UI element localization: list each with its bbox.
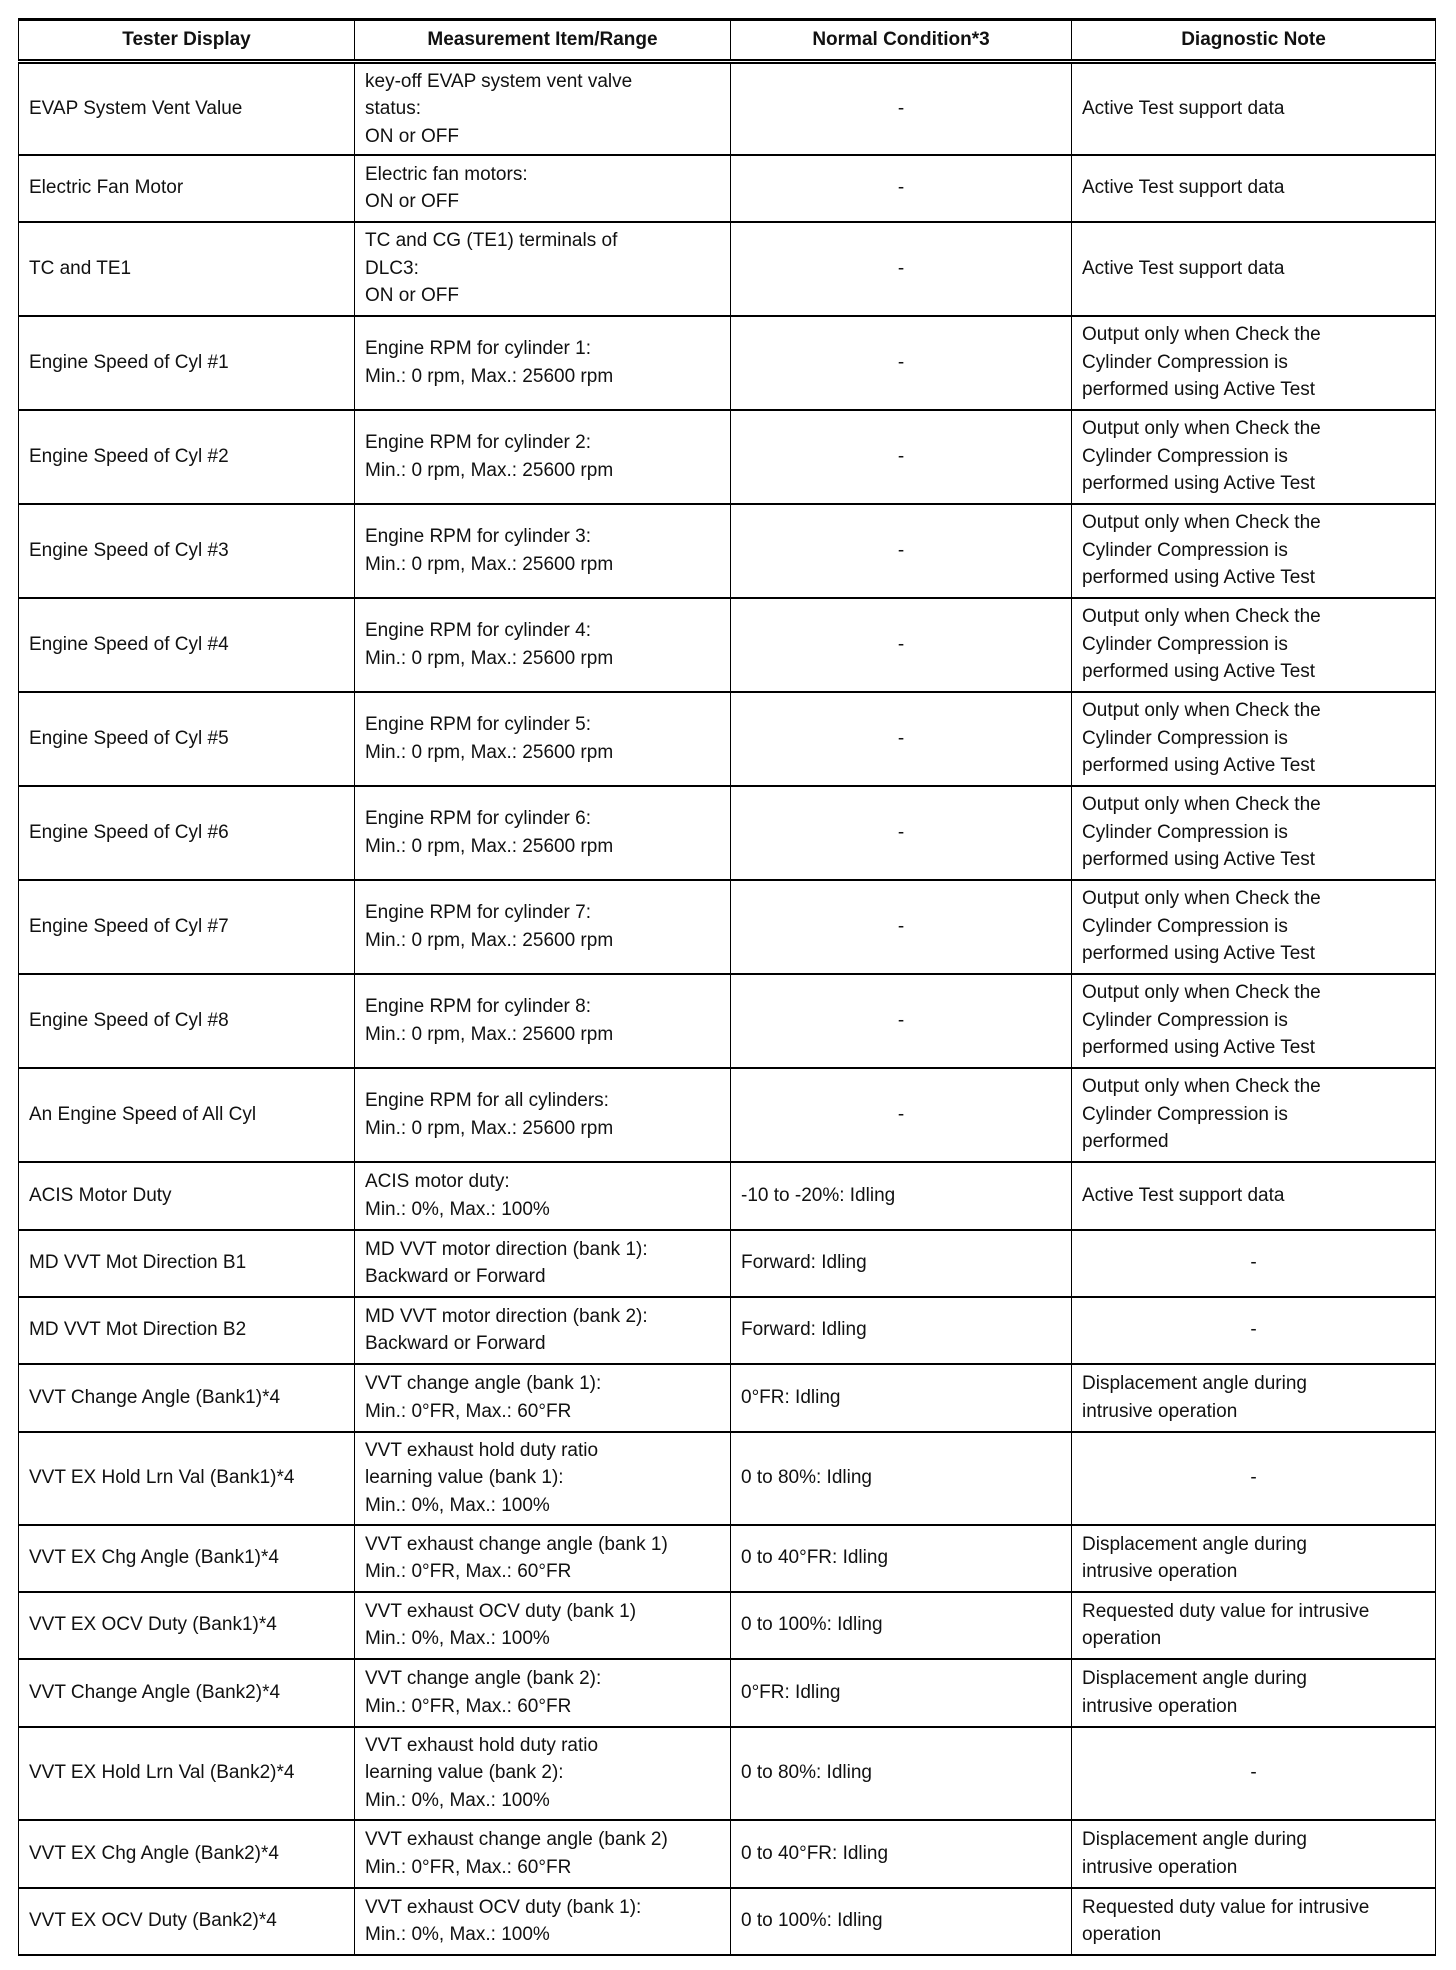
tester-display-cell: Electric Fan Motor	[19, 155, 355, 222]
normal-condition-cell: -	[731, 222, 1072, 316]
cell-line: Min.: 0°FR, Max.: 60°FR	[365, 1561, 572, 1582]
cell-line: Min.: 0 rpm, Max.: 25600 rpm	[365, 1117, 614, 1139]
header-tester-display: Tester Display	[19, 20, 355, 62]
cell-line: Cylinder Compression is	[1082, 1103, 1288, 1125]
table-row	[19, 155, 1436, 222]
tester-display-cell: EVAP System Vent Value	[19, 62, 355, 155]
table-row	[19, 62, 1436, 155]
measurement-item-cell	[355, 1888, 731, 1955]
cell-line: Backward or Forward	[365, 1333, 546, 1354]
measurement-item-cell	[355, 786, 731, 880]
cell-line: Engine RPM for cylinder 8:	[365, 996, 591, 1017]
cell-line: Output only when Check the	[1082, 888, 1321, 910]
tester-display-cell: Engine Speed of Cyl #1	[19, 316, 355, 410]
cell-line: Output only when Check the	[1082, 606, 1321, 628]
measurement-item-cell	[355, 410, 731, 504]
measurement-item-cell	[355, 1525, 731, 1592]
table-row	[19, 1162, 1436, 1230]
table-row	[19, 1659, 1436, 1727]
tester-display-cell: ACIS Motor Duty	[19, 1162, 355, 1230]
table-row	[19, 880, 1436, 974]
cell-line: Min.: 0°FR, Max.: 60°FR	[365, 1856, 572, 1878]
diagnostic-note-cell	[1072, 786, 1436, 880]
cell-line: intrusive operation	[1082, 1856, 1238, 1878]
table-row	[19, 1727, 1436, 1820]
tester-display-cell: Engine Speed of Cyl #3	[19, 504, 355, 598]
cell-line: performed using Active Test	[1082, 1037, 1316, 1059]
cell-line: Output only when Check the	[1082, 512, 1321, 534]
normal-condition-cell: 0 to 100%: Idling	[731, 1888, 1072, 1955]
diagnostic-note-cell: Active Test support data	[1072, 62, 1436, 155]
cell-line: Output only when Check the	[1082, 700, 1321, 722]
normal-condition-cell: -	[731, 598, 1072, 692]
cell-line: VVT exhaust hold duty ratio	[365, 1439, 599, 1461]
measurement-item-cell	[355, 1727, 731, 1820]
table-row	[19, 1432, 1436, 1525]
normal-condition-cell: Forward: Idling	[731, 1230, 1072, 1297]
cell-line: VVT change angle (bank 2):	[365, 1668, 602, 1689]
cell-line: Electric fan motors:	[365, 163, 528, 185]
measurement-item-cell	[355, 1230, 731, 1297]
measurement-item-cell	[355, 598, 731, 692]
table-row	[19, 786, 1436, 880]
measurement-item-cell	[355, 1364, 731, 1432]
table-row	[19, 1888, 1436, 1955]
cell-line: Min.: 0%, Max.: 100%	[365, 1789, 550, 1811]
measurement-item-cell	[355, 1659, 731, 1727]
cell-line: ON or OFF	[365, 125, 459, 147]
tester-display-cell: VVT EX Chg Angle (Bank1)*4	[19, 1525, 355, 1592]
cell-line: Cylinder Compression is	[1082, 633, 1288, 655]
measurement-item-cell	[355, 316, 731, 410]
tester-display-cell: VVT EX OCV Duty (Bank2)*4	[19, 1888, 355, 1955]
cell-line: Min.: 0 rpm, Max.: 25600 rpm	[365, 929, 614, 951]
measurement-item-cell	[355, 1592, 731, 1659]
table-row	[19, 1525, 1436, 1592]
tester-display-cell: VVT EX OCV Duty (Bank1)*4	[19, 1592, 355, 1659]
table-row	[19, 1297, 1436, 1364]
normal-condition-cell: 0 to 80%: Idling	[731, 1727, 1072, 1820]
cell-line: Cylinder Compression is	[1082, 351, 1288, 373]
table-row	[19, 974, 1436, 1068]
cell-line: Min.: 0%, Max.: 100%	[365, 1494, 550, 1516]
cell-line: intrusive operation	[1082, 1400, 1238, 1422]
header-measurement-item: Measurement Item/Range	[355, 20, 731, 62]
tester-display-cell: VVT EX Hold Lrn Val (Bank2)*4	[19, 1727, 355, 1820]
tester-display-cell: MD VVT Mot Direction B2	[19, 1297, 355, 1364]
cell-line: Displacement angle during	[1082, 1373, 1307, 1394]
diagnostic-note-cell	[1072, 504, 1436, 598]
cell-line: performed using Active Test	[1082, 473, 1316, 495]
cell-line: VVT exhaust change angle (bank 1)	[365, 1533, 668, 1555]
table-header-row	[19, 20, 1436, 62]
cell-line: Min.: 0 rpm, Max.: 25600 rpm	[365, 835, 614, 857]
cell-line: Output only when Check the	[1082, 794, 1321, 816]
tester-display-cell: Engine Speed of Cyl #7	[19, 880, 355, 974]
cell-line: Engine RPM for cylinder 2:	[365, 432, 591, 453]
normal-condition-cell: -10 to -20%: Idling	[731, 1162, 1072, 1230]
diagnostic-note-cell	[1072, 1820, 1436, 1888]
tester-display-cell: TC and TE1	[19, 222, 355, 316]
table-body	[19, 62, 1436, 1955]
cell-line: performed using Active Test	[1082, 755, 1316, 777]
diagnostic-note-cell	[1072, 692, 1436, 786]
cell-line: Output only when Check the	[1082, 418, 1321, 440]
cell-line: Min.: 0 rpm, Max.: 25600 rpm	[365, 647, 614, 669]
diagnostic-note-cell	[1072, 410, 1436, 504]
cell-line: performed using Active Test	[1082, 849, 1316, 871]
cell-line: Min.: 0%, Max.: 100%	[365, 1628, 550, 1649]
measurement-item-cell	[355, 155, 731, 222]
cell-line: Min.: 0 rpm, Max.: 25600 rpm	[365, 741, 614, 763]
diagnostic-note-cell: -	[1072, 1727, 1436, 1820]
diagnostic-note-cell	[1072, 1068, 1436, 1162]
table-row	[19, 1068, 1436, 1162]
cell-line: Min.: 0°FR, Max.: 60°FR	[365, 1695, 572, 1717]
cell-line: VVT exhaust hold duty ratio	[365, 1734, 599, 1756]
cell-line: Backward or Forward	[365, 1266, 546, 1287]
cell-line: Displacement angle during	[1082, 1668, 1307, 1689]
normal-condition-cell: -	[731, 786, 1072, 880]
diagnostic-note-cell	[1072, 316, 1436, 410]
diagnostic-note-cell	[1072, 1364, 1436, 1432]
normal-condition-cell: 0°FR: Idling	[731, 1659, 1072, 1727]
cell-line: intrusive operation	[1082, 1561, 1238, 1582]
cell-line: Engine RPM for cylinder 5:	[365, 714, 591, 735]
normal-condition-cell: -	[731, 880, 1072, 974]
cell-line: MD VVT motor direction (bank 2):	[365, 1305, 648, 1327]
normal-condition-cell: 0°FR: Idling	[731, 1364, 1072, 1432]
tester-display-cell: VVT Change Angle (Bank2)*4	[19, 1659, 355, 1727]
cell-line: Output only when Check the	[1082, 982, 1321, 1004]
cell-line: performed	[1082, 1131, 1169, 1153]
normal-condition-cell: 0 to 40°FR: Idling	[731, 1525, 1072, 1592]
cell-line: ACIS motor duty:	[365, 1171, 510, 1192]
table-row	[19, 504, 1436, 598]
diagnostic-note-cell	[1072, 1525, 1436, 1592]
normal-condition-cell: -	[731, 692, 1072, 786]
table-row	[19, 692, 1436, 786]
cell-line: Min.: 0 rpm, Max.: 25600 rpm	[365, 553, 614, 575]
cell-line: VVT exhaust OCV duty (bank 1):	[365, 1896, 642, 1918]
table-row	[19, 1230, 1436, 1297]
cell-line: operation	[1082, 1924, 1162, 1945]
cell-line: Engine RPM for cylinder 1:	[365, 338, 591, 359]
cell-line: Output only when Check the	[1082, 324, 1321, 346]
diagnostic-note-cell	[1072, 598, 1436, 692]
table-row	[19, 1364, 1436, 1432]
data-list-table	[18, 18, 1436, 1956]
cell-line: Min.: 0 rpm, Max.: 25600 rpm	[365, 459, 614, 481]
header-diagnostic-note: Diagnostic Note	[1072, 20, 1436, 62]
normal-condition-cell: 0 to 100%: Idling	[731, 1592, 1072, 1659]
cell-line: operation	[1082, 1628, 1162, 1649]
diagnostic-note-cell	[1072, 1659, 1436, 1727]
cell-line: Cylinder Compression is	[1082, 445, 1288, 467]
tester-display-cell: Engine Speed of Cyl #6	[19, 786, 355, 880]
cell-line: Engine RPM for cylinder 4:	[365, 620, 591, 641]
cell-line: Cylinder Compression is	[1082, 821, 1288, 843]
cell-line: ON or OFF	[365, 191, 459, 212]
cell-line: performed using Active Test	[1082, 661, 1316, 683]
diagnostic-note-cell: -	[1072, 1297, 1436, 1364]
cell-line: Min.: 0 rpm, Max.: 25600 rpm	[365, 1023, 614, 1045]
table-row	[19, 1820, 1436, 1888]
tester-display-cell: Engine Speed of Cyl #2	[19, 410, 355, 504]
measurement-item-cell	[355, 222, 731, 316]
tester-display-cell: Engine Speed of Cyl #8	[19, 974, 355, 1068]
cell-line: Min.: 0°FR, Max.: 60°FR	[365, 1400, 572, 1422]
diagnostic-note-cell: Active Test support data	[1072, 222, 1436, 316]
measurement-item-cell	[355, 692, 731, 786]
cell-line: performed using Active Test	[1082, 567, 1316, 589]
cell-line: learning value (bank 2):	[365, 1762, 564, 1784]
diagnostic-note-cell: -	[1072, 1230, 1436, 1297]
cell-line: Cylinder Compression is	[1082, 727, 1288, 749]
cell-line: DLC3:	[365, 257, 419, 279]
measurement-item-cell	[355, 62, 731, 155]
normal-condition-cell: -	[731, 155, 1072, 222]
cell-line: performed using Active Test	[1082, 379, 1316, 401]
cell-line: learning value (bank 1):	[365, 1467, 564, 1489]
cell-line: Displacement angle during	[1082, 1829, 1307, 1850]
tester-display-cell: An Engine Speed of All Cyl	[19, 1068, 355, 1162]
normal-condition-cell: -	[731, 1068, 1072, 1162]
diagnostic-note-cell	[1072, 880, 1436, 974]
tester-display-cell: Engine Speed of Cyl #4	[19, 598, 355, 692]
diagnostic-note-cell: Active Test support data	[1072, 155, 1436, 222]
cell-line: Displacement angle during	[1082, 1533, 1307, 1555]
cell-line: Engine RPM for all cylinders:	[365, 1090, 609, 1111]
cell-line: Engine RPM for cylinder 7:	[365, 902, 591, 923]
normal-condition-cell: 0 to 80%: Idling	[731, 1432, 1072, 1525]
table-row	[19, 1592, 1436, 1659]
cell-line: TC and CG (TE1) terminals of	[365, 230, 618, 252]
cell-line: VVT exhaust OCV duty (bank 1)	[365, 1600, 637, 1622]
normal-condition-cell: Forward: Idling	[731, 1297, 1072, 1364]
cell-line: Cylinder Compression is	[1082, 1009, 1288, 1031]
diagnostic-note-cell	[1072, 1888, 1436, 1955]
cell-line: Cylinder Compression is	[1082, 539, 1288, 561]
measurement-item-cell	[355, 504, 731, 598]
measurement-item-cell	[355, 1068, 731, 1162]
diagnostic-note-cell	[1072, 974, 1436, 1068]
measurement-item-cell	[355, 880, 731, 974]
table-row	[19, 316, 1436, 410]
tester-display-cell: Engine Speed of Cyl #5	[19, 692, 355, 786]
cell-line: VVT change angle (bank 1):	[365, 1373, 602, 1394]
cell-line: MD VVT motor direction (bank 1):	[365, 1238, 648, 1260]
normal-condition-cell: -	[731, 316, 1072, 410]
table-row	[19, 598, 1436, 692]
normal-condition-cell: -	[731, 974, 1072, 1068]
cell-line: Cylinder Compression is	[1082, 915, 1288, 937]
cell-line: Min.: 0%, Max.: 100%	[365, 1198, 550, 1220]
normal-condition-cell: -	[731, 62, 1072, 155]
diagnostic-note-cell: -	[1072, 1432, 1436, 1525]
cell-line: VVT exhaust change angle (bank 2)	[365, 1829, 668, 1850]
cell-line: Requested duty value for intrusive	[1082, 1896, 1370, 1918]
measurement-item-cell	[355, 1162, 731, 1230]
measurement-item-cell	[355, 1820, 731, 1888]
cell-line: Min.: 0%, Max.: 100%	[365, 1924, 550, 1945]
table-row	[19, 410, 1436, 504]
cell-line: key-off EVAP system vent valve	[365, 70, 633, 92]
diagnostic-note-cell: Active Test support data	[1072, 1162, 1436, 1230]
cell-line: Engine RPM for cylinder 3:	[365, 526, 591, 547]
cell-line: Requested duty value for intrusive	[1082, 1600, 1370, 1622]
tester-display-cell: MD VVT Mot Direction B1	[19, 1230, 355, 1297]
normal-condition-cell: 0 to 40°FR: Idling	[731, 1820, 1072, 1888]
cell-line: Output only when Check the	[1082, 1076, 1321, 1098]
normal-condition-cell: -	[731, 504, 1072, 598]
tester-display-cell: VVT EX Chg Angle (Bank2)*4	[19, 1820, 355, 1888]
cell-line: status:	[365, 98, 421, 119]
normal-condition-cell: -	[731, 410, 1072, 504]
cell-line: performed using Active Test	[1082, 943, 1316, 965]
tester-display-cell: VVT EX Hold Lrn Val (Bank1)*4	[19, 1432, 355, 1525]
cell-line: Engine RPM for cylinder 6:	[365, 808, 591, 829]
table-row	[19, 222, 1436, 316]
header-normal-condition: Normal Condition*3	[731, 20, 1072, 62]
measurement-item-cell	[355, 974, 731, 1068]
cell-line: intrusive operation	[1082, 1695, 1238, 1717]
measurement-item-cell	[355, 1297, 731, 1364]
cell-line: Min.: 0 rpm, Max.: 25600 rpm	[365, 365, 614, 387]
cell-line: ON or OFF	[365, 285, 459, 307]
measurement-item-cell	[355, 1432, 731, 1525]
diagnostic-note-cell	[1072, 1592, 1436, 1659]
tester-display-cell: VVT Change Angle (Bank1)*4	[19, 1364, 355, 1432]
